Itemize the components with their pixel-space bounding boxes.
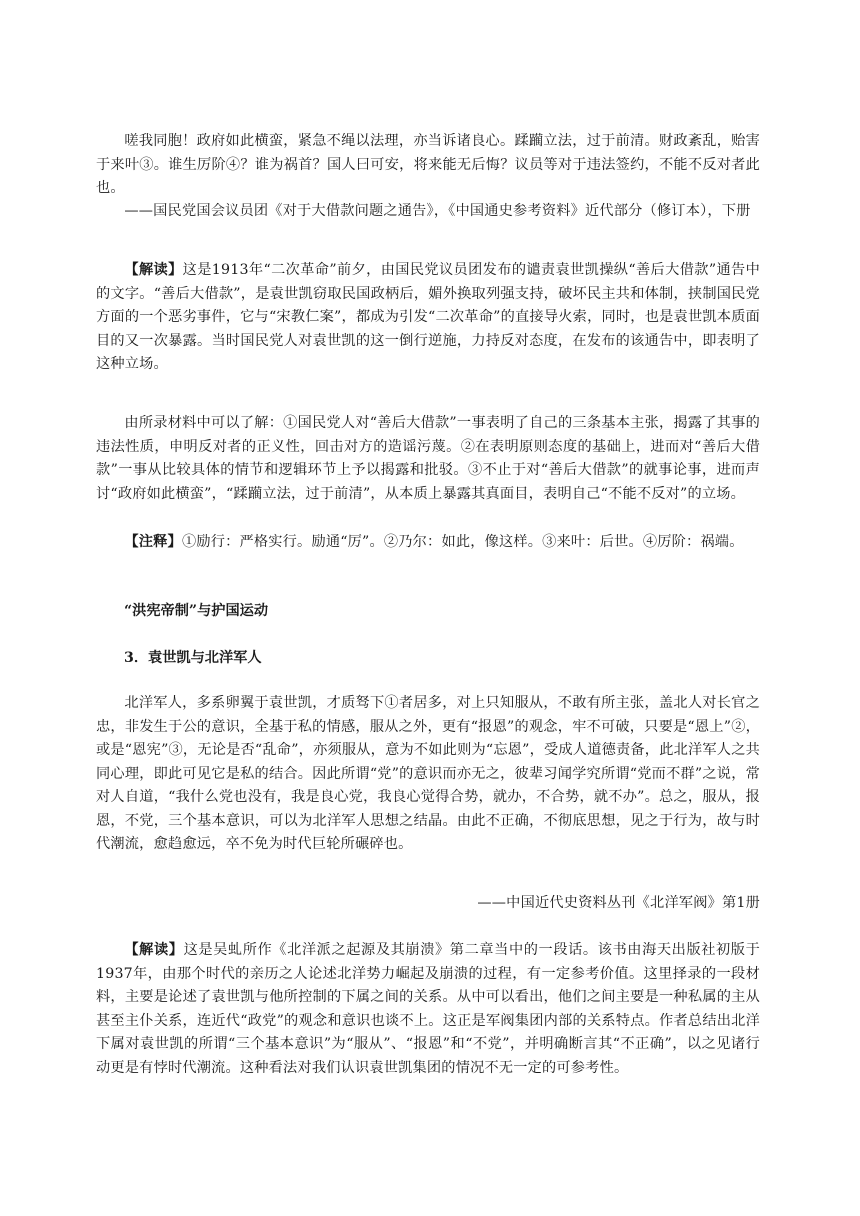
interpretation-paragraph-1 [96, 259, 760, 377]
source-citation-2: ——中国近代史资料丛刊《北洋军阀》第1册 [477, 895, 760, 911]
note-paragraph [96, 531, 760, 555]
interpretation-label: 【解读】 [124, 262, 183, 278]
section-title: “洪宪帝制”与护国运动 [124, 603, 269, 619]
interpretation-paragraph-2 [96, 939, 760, 1080]
note-label: 【注释】 [124, 534, 182, 550]
source-citation-1: ——国民党国会议员团《对于大借款问题之通告》，《中国通史参考资料》近代部分（修订本），下册 [124, 203, 751, 219]
interpretation-text: 这是1913年“二次革命”前夕，由国民党议员团发布的谴责袁世凯操纵“善后大借款”通告中的文字。“善后大借款”，是袁世凯窃取民国政柄后，媚外换取列强支持，破坏民主共和体制，挟制国民党方面的一个恶劣事件，它与“宋教仁案”，都成为引发“二次革命”的直接导火索，同时，也是袁世凯本质面目的又一次暴露。当时国民党人对袁世凯的这一倒行逆施，力持反对态度，在发布的该通告中，即表明了这种立场。 [96, 262, 760, 372]
note-text: ①励行：严格实行。励通“厉”。②乃尔：如此，像这样。③来叶：后世。④厉阶：祸端。 [181, 534, 744, 550]
quote-paragraph-1: 嗟我同胞！政府如此横蛮，紧急不绳以法理，亦当诉诸良心。蹂躏立法，过于前清。财政紊乱，贻害于来叶③。谁生厉阶④？谁为祸首？国人曰可安，将来能无后悔？议员等对于违法签约，不能不反对者此也。 [96, 133, 760, 196]
interpretation-text-2: 这是吴虬所作《北洋派之起源及其崩溃》第二章当中的一段话。该书由海天出版社初版于1937年，由那个时代的亲历之人论述北洋势力崛起及崩溃的过程，有一定参考价值。这里择录的一段材料，主要是论述了袁世凯与他所控制的下属之间的关系。从中可以看出，他们之间主要是一种私属的主从甚至主仆关系，连近代“政党”的观念和意识也谈不上。这正是军阀集团内部的关系特点。作者总结出北洋下属对袁世凯的所谓“三个基本意识”为“服从”、“报恩”和“不党”，并明确断言其“不正确”，以之见诸行动更是有悖时代潮流。这种看法对我们认识袁世凯集团的情况不无一定的可参考性。 [96, 942, 760, 1076]
interpretation-label-2: 【解读】 [124, 942, 184, 958]
subsection-title: 3．袁世凯与北洋军人 [124, 650, 262, 666]
quote-paragraph-2: 北洋军人，多系卵翼于袁世凯，才质驽下①者居多，对上只知服从，不敢有所主张，盖北人对长官之忠，非发生于公的意识，全基于私的情感，服从之外，更有“报恩”的观念，牢不可破，只要是“恩上”②，或是“恩宪”③，无论是否“乱命”，亦须服从，意为不如此则为“忘恩”，受成人道德责备，此北洋军人之共同心理，即此可见它是私的结合。因此所谓“党”的意识而亦无之，彼辈习闻学究所谓“党而不群”之说，常对人自道，“我什么党也没有，我是良心党，我良心觉得合势，就办，不合势，就不办”。总之，服从，报恩，不党，三个基本意识，可以为北洋军人思想之结晶。由此不正确，不彻底思想，见之于行为，故与时代潮流，愈趋愈远，卒不免为时代巨轮所碾碎也。 [96, 695, 760, 852]
analysis-paragraph-1: 由所录材料中可以了解：①国民党人对“善后大借款”一事表明了自己的三条基本主张，揭露了其事的违法性质，申明反对者的正义性，回击对方的造谣污蔑。②在表明原则态度的基础上，进而对“善后大借款”一事从比较具体的情节和逻辑环节上予以揭露和批驳。③不止于对“善后大借款”的就事论事，进而声讨“政府如此横蛮”，“蹂躏立法，过于前清”，从本质上暴露其真面目，表明自己“不能不反对”的立场。 [96, 415, 760, 502]
